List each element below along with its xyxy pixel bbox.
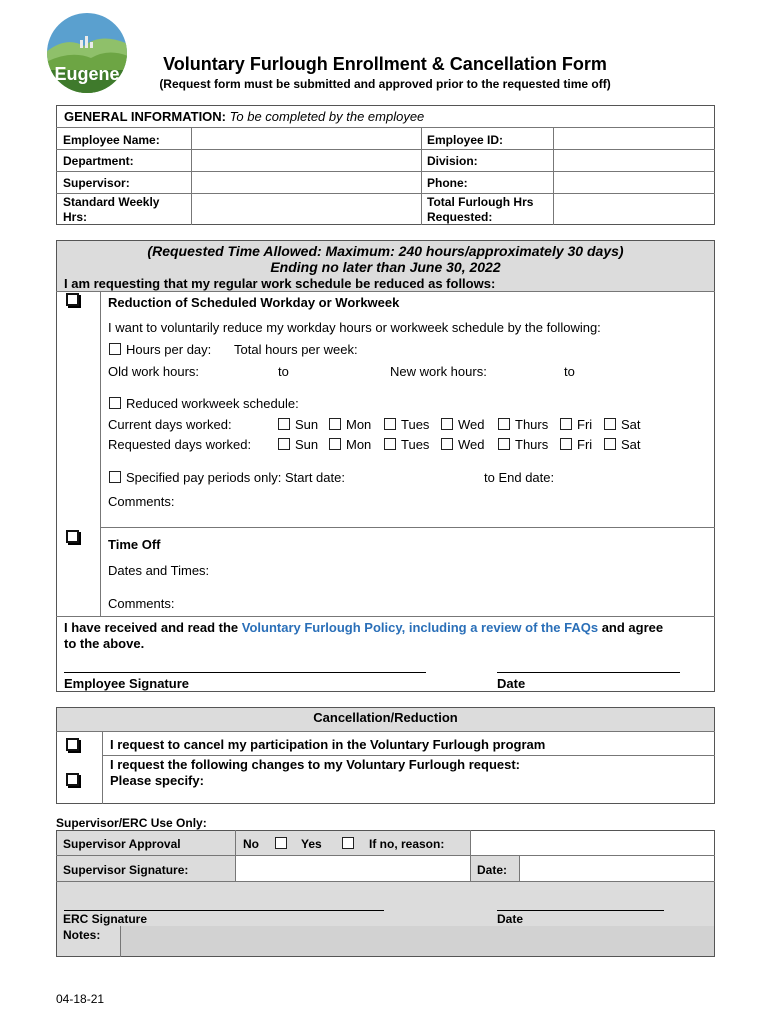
hours-per-day-label: Hours per day: (126, 342, 212, 357)
erc-signature-label: ERC Signature (63, 912, 148, 926)
current-mon-label: Mon (346, 417, 372, 432)
total-hours-per-week-label: Total hours per week: (234, 342, 358, 357)
approval-yes-checkbox[interactable] (342, 837, 354, 849)
hours-per-day-checkbox[interactable] (109, 343, 121, 355)
reduction-description: I want to voluntarily reduce my workday hours or workweek schedule by the following: (108, 320, 601, 335)
cancel-participation-checkbox[interactable] (66, 738, 79, 751)
specified-pay-periods-label: Specified pay periods only: Start date: (126, 470, 345, 485)
supervisor-date-label: Date: (477, 863, 508, 877)
reduction-checkbox[interactable] (66, 293, 79, 306)
specified-pay-periods-checkbox[interactable] (109, 471, 121, 483)
total-furlough-hrs-field[interactable] (555, 195, 713, 223)
requested-sat-checkbox[interactable] (604, 438, 616, 450)
general-info-heading: GENERAL INFORMATION: To be completed by the employee (64, 109, 425, 124)
logo-text: Eugene (54, 64, 120, 84)
total-furlough-hrs-label: Total Furlough Hrs Requested: (427, 195, 534, 224)
page-title: Voluntary Furlough Enrollment & Cancellation Form (163, 54, 607, 74)
phone-field[interactable] (555, 173, 713, 192)
requested-wed-label: Wed (458, 437, 485, 452)
requested-sun-label: Sun (295, 437, 319, 452)
current-sat-label: Sat (621, 417, 641, 432)
employee-date-label: Date (497, 676, 526, 691)
dates-and-times-label: Dates and Times: (108, 563, 210, 578)
new-work-hours-label: New work hours: (390, 364, 487, 379)
approval-yes-label: Yes (301, 837, 322, 851)
standard-weekly-hrs-label: Standard Weekly Hrs: (63, 195, 160, 224)
current-thurs-checkbox[interactable] (498, 418, 510, 430)
current-thurs-label: Thurs (515, 417, 549, 432)
supervisor-section-heading: Supervisor/ERC Use Only: (56, 816, 207, 830)
requested-tues-checkbox[interactable] (384, 438, 396, 450)
department-field[interactable] (193, 151, 419, 170)
time-off-checkbox[interactable] (66, 530, 79, 543)
supervisor-approval-label: Supervisor Approval (63, 837, 181, 851)
standard-weekly-hrs-field[interactable] (193, 195, 419, 223)
reduced-workweek-label: Reduced workweek schedule: (126, 396, 299, 411)
requested-wed-checkbox[interactable] (441, 438, 453, 450)
requested-mon-checkbox[interactable] (329, 438, 341, 450)
erc-date-line[interactable] (497, 910, 664, 911)
requested-sun-checkbox[interactable] (278, 438, 290, 450)
supervisor-date-field[interactable] (521, 857, 713, 880)
requested-sat-label: Sat (621, 437, 641, 452)
employee-date-line[interactable] (497, 672, 680, 673)
time-limit-line2: Ending no later than June 30, 2022 (270, 259, 501, 275)
current-tues-checkbox[interactable] (384, 418, 396, 430)
cancellation-heading: Cancellation/Reduction (313, 710, 458, 725)
reduced-workweek-checkbox[interactable] (109, 397, 121, 409)
approval-no-checkbox[interactable] (275, 837, 287, 849)
requested-thurs-label: Thurs (515, 437, 549, 452)
employee-name-field[interactable] (193, 129, 419, 148)
current-mon-checkbox[interactable] (329, 418, 341, 430)
supervisor-field[interactable] (193, 173, 419, 192)
time-off-comments-label: Comments: (108, 596, 175, 611)
notes-field[interactable] (122, 927, 713, 955)
employee-signature-line[interactable] (64, 672, 426, 673)
request-changes-label: I request the following changes to my Voluntary Furlough request: (110, 757, 521, 772)
employee-signature-label: Employee Signature (64, 676, 189, 691)
form-version-code: 04-18-21 (56, 992, 105, 1006)
current-sun-label: Sun (295, 417, 319, 432)
requested-days-label: Requested days worked: (108, 437, 252, 452)
reduction-comments-label: Comments: (108, 494, 175, 509)
old-hours-to-label: to (278, 364, 289, 379)
current-days-label: Current days worked: (108, 417, 232, 432)
requested-fri-checkbox[interactable] (560, 438, 572, 450)
requested-thurs-checkbox[interactable] (498, 438, 510, 450)
time-limit-line1: (Requested Time Allowed: Maximum: 240 hours/approximately 30 days) (147, 243, 624, 259)
request-changes-checkbox[interactable] (66, 773, 79, 786)
phone-label: Phone: (427, 176, 468, 190)
time-off-title: Time Off (108, 537, 161, 552)
current-fri-label: Fri (577, 417, 593, 432)
requested-fri-label: Fri (577, 437, 593, 452)
approval-no-label: No (243, 837, 259, 851)
supervisor-signature-label: Supervisor Signature: (63, 863, 189, 877)
notes-label: Notes: (63, 928, 101, 942)
current-tues-label: Tues (401, 417, 430, 432)
request-intro: I am requesting that my regular work schedule be reduced as follows: (64, 276, 496, 291)
erc-date-label: Date (497, 912, 524, 926)
new-hours-to-label: to (564, 364, 575, 379)
employee-name-label: Employee Name: (63, 133, 160, 147)
current-fri-checkbox[interactable] (560, 418, 572, 430)
acknowledgement-text: I have received and read the Voluntary Furlough Policy, including a review of the FAQs and agree (64, 620, 664, 635)
current-wed-label: Wed (458, 417, 485, 432)
division-label: Division: (427, 154, 478, 168)
no-reason-field[interactable] (472, 832, 713, 854)
acknowledgement-text-line2: to the above. (64, 636, 145, 651)
department-label: Department: (63, 154, 134, 168)
no-reason-label: If no, reason: (369, 837, 445, 851)
requested-mon-label: Mon (346, 437, 372, 452)
employee-id-label: Employee ID: (427, 133, 504, 147)
old-work-hours-label: Old work hours: (108, 364, 200, 379)
requested-tues-label: Tues (401, 437, 430, 452)
supervisor-signature-field[interactable] (237, 857, 469, 880)
employee-id-field[interactable] (555, 129, 713, 148)
current-wed-checkbox[interactable] (441, 418, 453, 430)
end-date-label: to End date: (484, 470, 555, 485)
division-field[interactable] (555, 151, 713, 170)
please-specify-label: Please specify: (110, 773, 204, 788)
current-sat-checkbox[interactable] (604, 418, 616, 430)
erc-signature-line[interactable] (64, 910, 384, 911)
page-subtitle: (Request form must be submitted and approved prior to the requested time off) (159, 77, 611, 91)
supervisor-label: Supervisor: (63, 176, 130, 190)
reduction-title: Reduction of Scheduled Workday or Workweek (108, 295, 400, 310)
cancel-participation-label: I request to cancel my participation in the Voluntary Furlough program (110, 737, 546, 752)
city-logo (46, 12, 128, 94)
furlough-policy-link[interactable]: Voluntary Furlough Policy, including a review of the FAQs (241, 620, 599, 635)
current-sun-checkbox[interactable] (278, 418, 290, 430)
